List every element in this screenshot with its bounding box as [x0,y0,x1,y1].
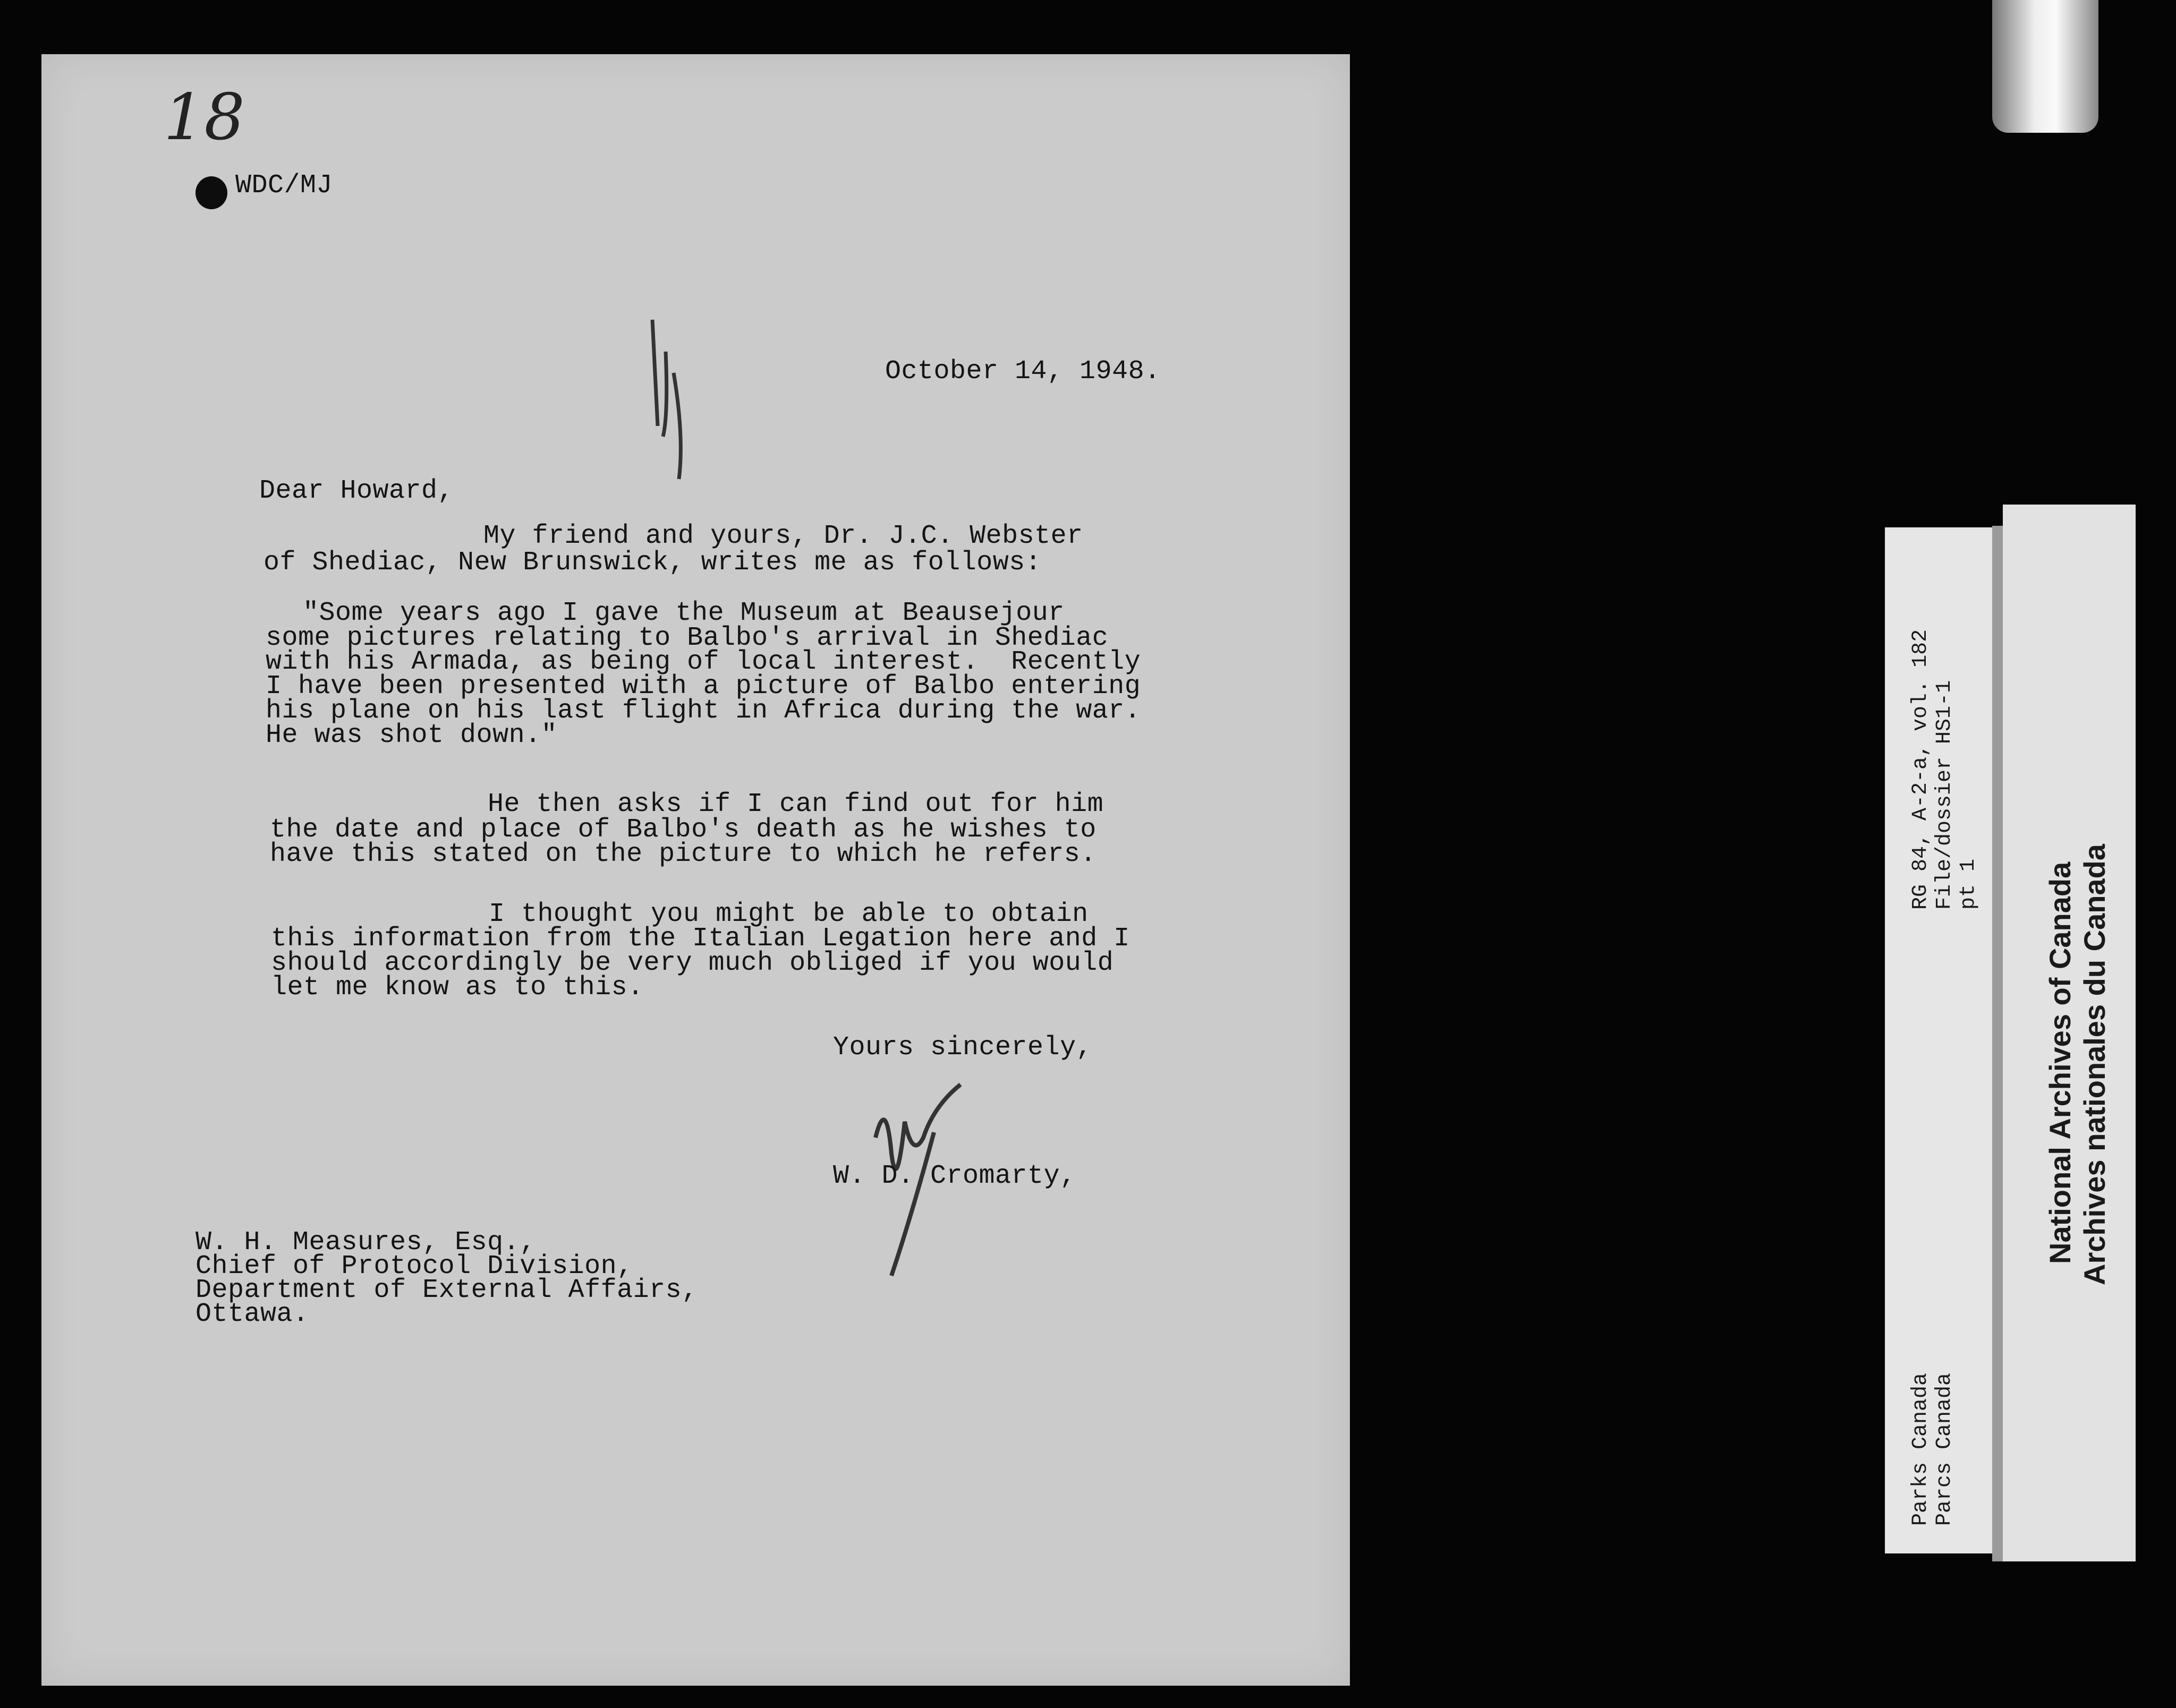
quote-line: "Some years ago I gave the Museum at Beausejour [303,598,1065,628]
archive-tag-right [2003,505,2136,1561]
paragraph-line: the date and place of Balbo's death as he wishes to [270,815,1096,845]
paragraph-line: of Shediac, New Brunswick, writes me as follows: [264,548,1042,578]
tag-reference-line2: File/dossier HS1-1 [1933,680,1957,910]
archives-name-en: National Archives of Canada [2043,861,2077,1264]
salutation: Dear Howard, [259,476,454,506]
paragraph-line: have this stated on the picture to which he refers. [270,839,1096,869]
archives-name-fr: Archives nationales du Canada [2078,844,2111,1285]
punch-hole-mark [196,176,227,209]
tag-reference-line1: RG 84, A-2-a, vol. 182 [1909,629,1933,910]
paragraph-line: My friend and yours, Dr. J.C. Webster [483,521,1083,551]
paragraph-line: should accordingly be very much obliged if you would [271,948,1114,978]
letter-page [41,54,1350,1686]
page-number-mark: 18 [164,81,245,155]
quote-line: his plane on his last flight in Africa during the war. [266,696,1141,726]
tag-agency-fr: Parcs Canada [1933,1372,1957,1526]
paragraph-line: let me know as to this. [271,972,644,1003]
reference-initials: WDC/MJ [235,170,333,201]
tag-reference-line3: pt 1 [1957,858,1980,910]
recipient-line: Chief of Protocol Division, [196,1251,633,1282]
quote-line: He was shot down." [266,720,558,750]
quote-line: with his Armada, as being of local interest. Recently [266,647,1141,677]
paragraph-line: I thought you might be able to obtain [489,899,1089,929]
closing: Yours sincerely, [833,1032,1093,1063]
handwritten-initial-icon [636,309,700,500]
letter-date: October 14, 1948. [885,356,1161,387]
archive-tag-left [1885,527,1998,1553]
recipient-line: Department of External Affairs, [196,1275,698,1305]
recipient-line: W. H. Measures, Esq., [196,1227,536,1258]
signer-name: W. D. Cromarty, [833,1161,1076,1191]
tag-agency-en: Parks Canada [1909,1372,1933,1526]
quote-line: some pictures relating to Balbo's arrival in Shediac [266,623,1109,653]
recipient-line: Ottawa. [196,1299,309,1329]
paragraph-line: He then asks if I can find out for him [488,789,1104,819]
paragraph-line: this information from the Italian Legation here and I [271,924,1130,954]
paper-clip [1992,0,2098,133]
quote-line: I have been presented with a picture of Balbo entering [266,671,1141,702]
